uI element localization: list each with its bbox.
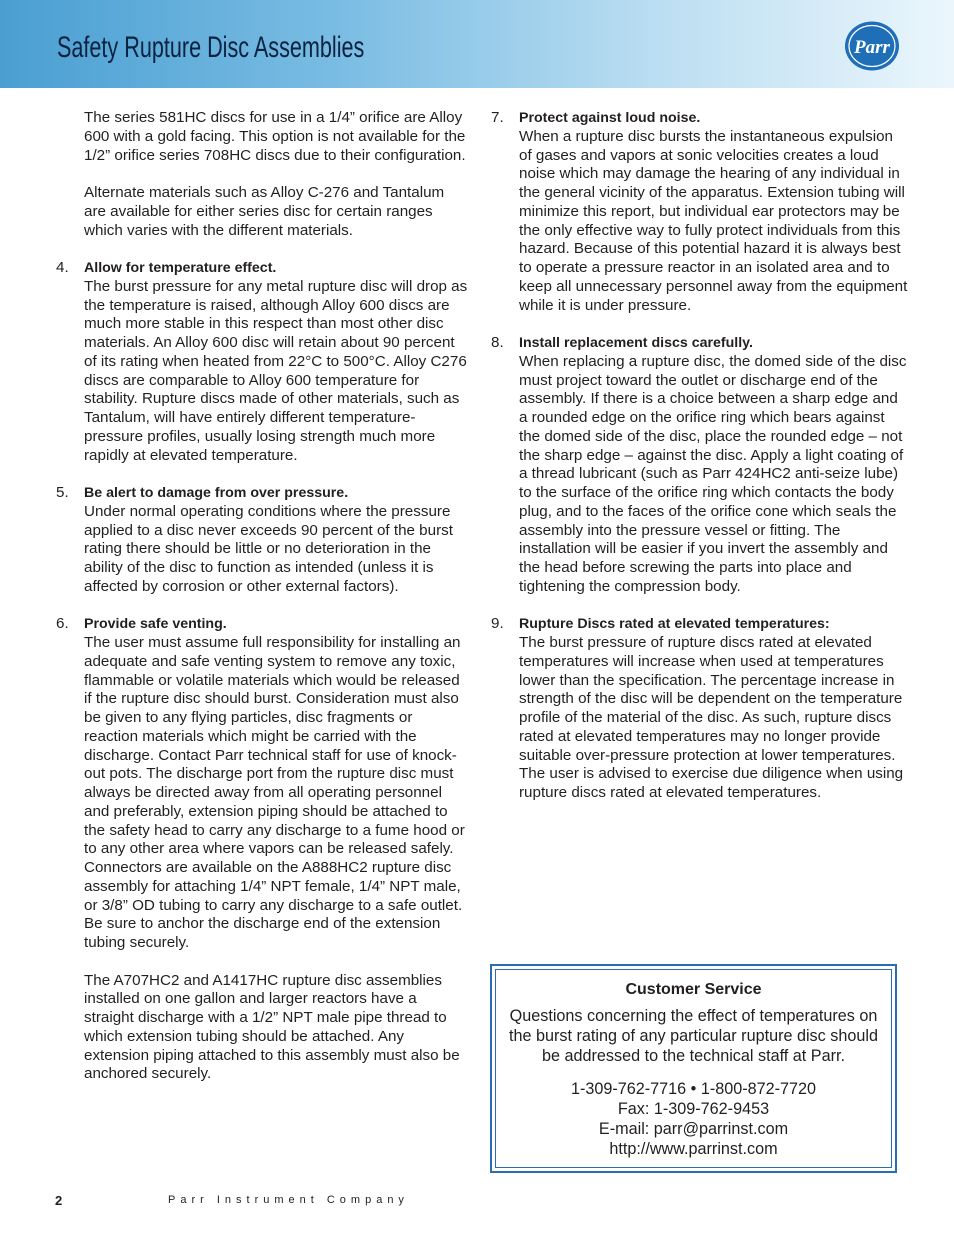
item-6-extra-paragraph: The A707HC2 and A1417HC rupture disc assemblies installed on one gallon and larger reactors have a straight discharge with a 1/2” NPT male pipe thread to which extension tubing should be attached. Any extension piping attached to this assembly must also be anchored securely. xyxy=(84,971,460,1083)
page-number: 2 xyxy=(55,1193,63,1208)
customer-service-text: Questions concerning the effect of temperatures on the burst rating of any particular rupture disc should be addressed to the technical staff at Parr. xyxy=(509,1007,878,1065)
customer-service-box xyxy=(490,964,897,1173)
page-header xyxy=(0,0,954,88)
item-heading: Be alert to damage from over pressure. xyxy=(84,485,349,501)
item-number: 9. xyxy=(491,615,504,633)
left-column xyxy=(56,109,468,1103)
parr-logo-icon xyxy=(843,20,901,72)
item-body: The burst pressure of rupture discs rated at elevated temperatures will increase when used at temperatures lower than the specification. The percentage increase in strength of the disc will be dependent on the temperature profile of the material of the disc. As such, rupture discs rated at elevated temperatures may no longer provide suitable over-pressure protection at lower temperatures. The user is advised to exercise due diligence when using rupture discs rated at elevated temperatures. xyxy=(519,634,904,801)
customer-service-inner xyxy=(495,969,892,1168)
phone-numbers: 1-309-762-7716 • 1-800-872-7720 xyxy=(570,1080,817,1098)
footer-company: Parr Instrument Company xyxy=(168,1194,409,1206)
item-heading: Allow for temperature effect. xyxy=(84,260,277,276)
item-body: The user must assume full responsibility for installing an adequate and safe venting system to remove any toxic, flammable or volatile materials which would be released if the rupture disc should burst. Consideration must also be given to any flying particles, disc fragments or reaction materials which might be carried with the discharge. Contact Parr technical staff for use of knock-out pots. The discharge port from the rupture disc must always be directed away from all operating personnel and preferably, extension piping should be attached to the safety head to carry any discharge to a fume hood or to any other area where vapors can be released safely. Connectors are available on the A888HC2 rupture disc assembly for attaching 1/4” NPT female, 1/4” NPT male, or 3/8” OD tubing to carry any discharge to a safe outlet. Be sure to anchor the discharge end of the extension tubing securely. xyxy=(84,634,465,951)
intro-paragraph-2: Alternate materials such as Alloy C-276 and Tantalum are available for either series disc for certain ranges which varies with the different materials. xyxy=(84,184,445,239)
item-body: The burst pressure for any metal rupture disc will drop as the temperature is raised, although Alloy 600 discs are much more stable in this respect than most other disc materials. An Alloy 600 disc will retain about 90 percent of its rating when heated from 22°C to 500°C. Alloy C276 discs are comparable to Alloy 600 temperature for stability. Rupture discs made of other materials, such as Tantalum, will have entirely different temperature-pressure profiles, usually losing strength much more rapidly at elevated temperature. xyxy=(84,277,468,464)
item-heading: Install replacement discs carefully. xyxy=(519,335,753,351)
item-4 xyxy=(56,259,468,465)
item-8 xyxy=(491,334,909,597)
item-body: When a rupture disc bursts the instantaneous expulsion of gases and vapors at sonic velocities creates a loud noise which may damage the hearing of any individual in the general vicinity of the apparatus. Extension tubing will minimize this report, but individual ear protectors may be the only effective way to fully protect individuals from this hazard. Because of this potential hazard it is always best to operate a pressure reactor in an isolated area and to keep all unnecessary personnel away from the equipment while it is under pressure. xyxy=(519,127,908,314)
fax-number: Fax: 1-309-762-9453 xyxy=(617,1100,770,1118)
right-column xyxy=(491,109,909,822)
website-url: http://www.parrinst.com xyxy=(609,1140,778,1158)
item-9 xyxy=(491,615,909,803)
item-6 xyxy=(56,615,468,953)
item-body: When replacing a rupture disc, the domed side of the disc must project toward the outlet or discharge end of the assembly. If there is a choice between a sharp edge and a rounded edge on the orifice ring which bears against the domed side of the disc, place the rounded edge – not the sharp edge – against the disc. Apply a light coating of a thread lubricant (such as Parr 424HC2 anti-seize lube) to the surface of the orifice ring which contacts the body plug, and to the faces of the orifice cone which seals the assembly into the pressure vessel or fitting. The installation will be easier if you invert the assembly and the head before screwing the parts into place and tightening the compression body. xyxy=(519,352,907,595)
item-number: 7. xyxy=(491,109,504,126)
item-number: 6. xyxy=(56,615,69,633)
intro-paragraph-1: The series 581HC discs for use in a 1/4” orifice are Alloy 600 with a gold facing. This option is not available for the 1/2” orifice series 708HC discs due to their configuration. xyxy=(84,109,466,164)
item-7 xyxy=(491,109,909,315)
item-number: 5. xyxy=(56,484,69,501)
email-address: E-mail: parr@parrinst.com xyxy=(598,1120,789,1138)
item-heading: Provide safe venting. xyxy=(84,616,227,633)
item-heading: Rupture Discs rated at elevated temperatures: xyxy=(519,616,830,633)
item-body: Under normal operating conditions where the pressure applied to a disc never exceeds 90 percent of the burst rating there should be little or no deterioration in the ability of the disc to function as intended (unless it is affected by corrosion or other external factors). xyxy=(84,502,453,595)
item-heading: Protect against loud noise. xyxy=(519,110,701,126)
item-number: 8. xyxy=(491,334,504,351)
item-number: 4. xyxy=(56,259,69,276)
item-5 xyxy=(56,484,468,597)
logo-text: Parr xyxy=(854,37,890,58)
page-title: Safety Rupture Disc Assemblies xyxy=(57,31,365,64)
customer-service-title: Customer Service xyxy=(625,981,762,998)
